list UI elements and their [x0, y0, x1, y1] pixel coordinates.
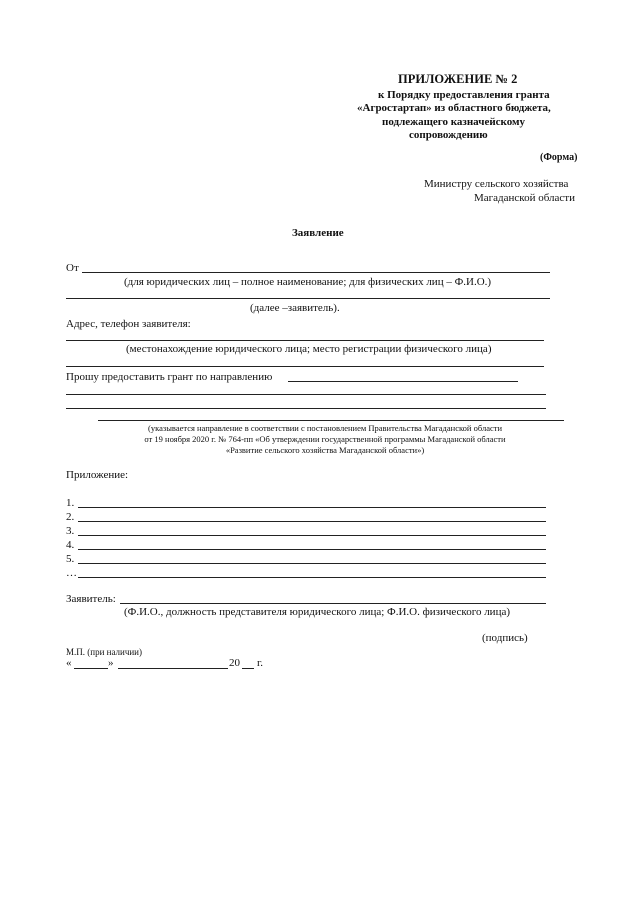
header-line-3: подлежащего казначейскому — [382, 116, 526, 128]
date-day-line[interactable] — [74, 668, 108, 669]
addressee-line-2: Магаданской области — [474, 192, 575, 204]
appendix-title: ПРИЛОЖЕНИЕ № 2 — [398, 72, 518, 86]
date-year-line[interactable] — [242, 668, 254, 669]
request-fill-line[interactable] — [288, 381, 518, 382]
attachment-line-1[interactable] — [78, 507, 546, 508]
request-note-3: «Развитие сельского хозяйства Магаданской области») — [225, 445, 425, 455]
attachment-num-6: … — [66, 567, 77, 579]
attachments-label: Приложение: — [66, 469, 129, 481]
attachment-num-5: 5. — [66, 553, 75, 565]
form-label: (Форма) — [540, 152, 578, 163]
date-close-quote: » — [108, 657, 114, 669]
from-fill-line-2[interactable] — [66, 298, 550, 299]
date-month-line[interactable] — [118, 668, 228, 669]
date-year-prefix: 20 — [229, 657, 240, 669]
attachment-num-1: 1. — [66, 497, 75, 509]
attachment-line-2[interactable] — [78, 521, 546, 522]
header-line-1: к Порядку предоставления гранта — [378, 89, 550, 101]
header-line-4: сопровождению — [409, 129, 488, 141]
request-fill-line-3[interactable] — [66, 408, 546, 409]
from-hint: (для юридических лиц – полное наименование; для физических лиц – Ф.И.О.) — [124, 276, 492, 288]
from-fill-line[interactable] — [82, 272, 550, 273]
date-open-quote: « — [66, 657, 72, 669]
applicant-hint: (далее –заявитель). — [250, 302, 340, 314]
from-label: От — [66, 262, 79, 274]
address-fill-line-2[interactable] — [66, 366, 544, 367]
applicant-label: Заявитель: — [66, 593, 116, 605]
attachment-line-3[interactable] — [78, 535, 546, 536]
date-year-suffix: г. — [257, 657, 264, 669]
attachment-line-5[interactable] — [78, 563, 546, 564]
stamp-label: М.П. (при наличии) — [66, 647, 142, 657]
header-line-2: «Агростартап» из областного бюджета, — [357, 102, 551, 114]
address-hint: (местонахождение юридического лица; место регистрации физического лица) — [126, 343, 492, 355]
request-fill-line-2[interactable] — [66, 394, 546, 395]
address-fill-line[interactable] — [66, 340, 544, 341]
attachment-num-2: 2. — [66, 511, 75, 523]
attachment-num-3: 3. — [66, 525, 75, 537]
address-label: Адрес, телефон заявителя: — [66, 318, 191, 330]
request-note-1: (указывается направление в соответствии с постановлением Правительства Магаданской области — [148, 423, 502, 433]
request-fill-line-4[interactable] — [98, 420, 564, 421]
request-note-2: от 19 ноября 2020 г. № 764-пп «Об утверждении государственной программы Магаданской области — [144, 434, 506, 444]
attachment-line-6[interactable] — [78, 577, 546, 578]
addressee-line-1: Министру сельского хозяйства — [424, 178, 569, 190]
applicant-hint: (Ф.И.О., должность представителя юридического лица; Ф.И.О. физического лица) — [124, 606, 511, 618]
attachment-num-4: 4. — [66, 539, 75, 551]
request-text: Прошу предоставить грант по направлению — [66, 371, 273, 383]
document-title: Заявление — [292, 227, 344, 239]
signature-label: (подпись) — [482, 632, 528, 644]
applicant-fill-line[interactable] — [120, 603, 546, 604]
attachment-line-4[interactable] — [78, 549, 546, 550]
